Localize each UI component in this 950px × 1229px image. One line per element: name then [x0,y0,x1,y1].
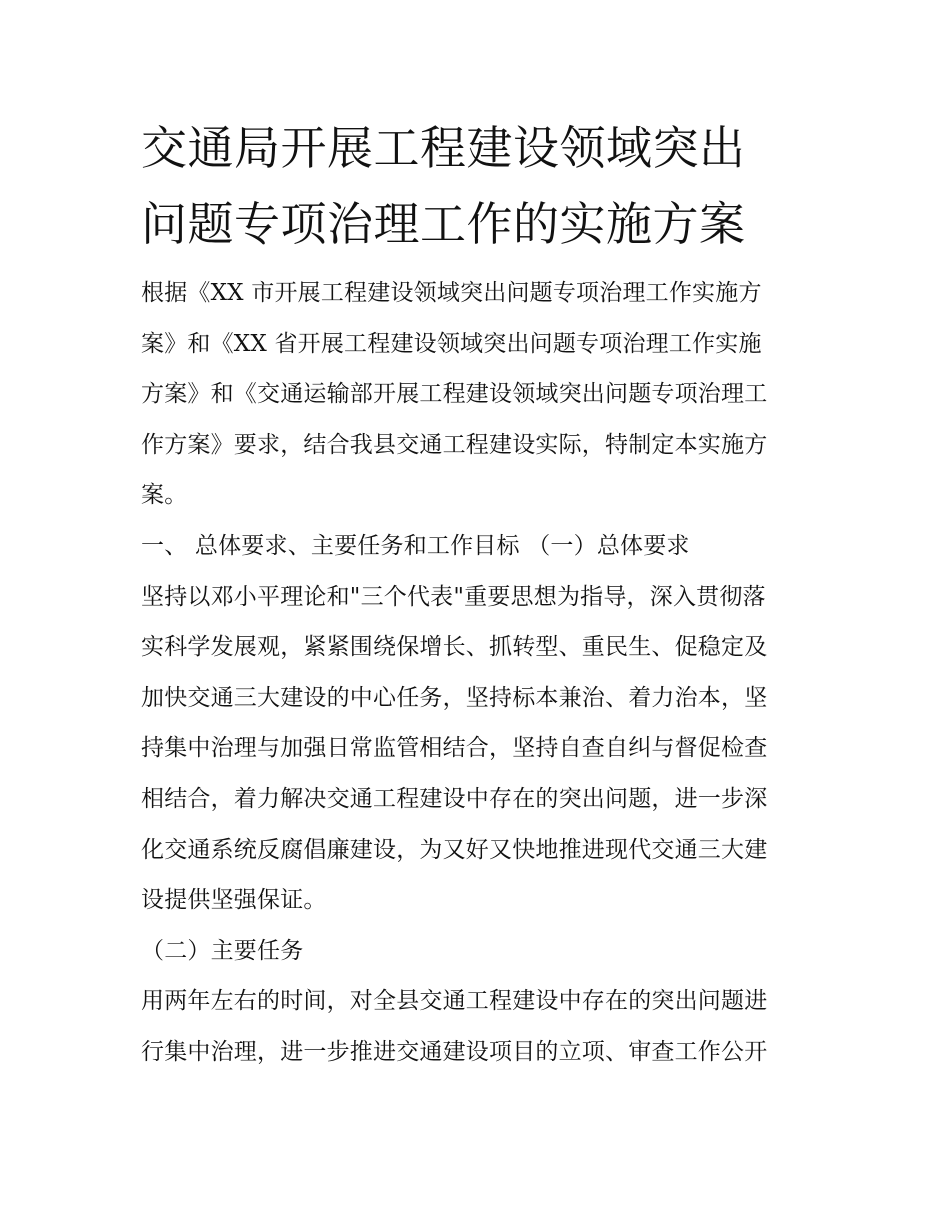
subsection-heading: （二）主要任务 [141,937,304,964]
general-line: 设提供坚强保证。 [141,887,327,914]
document-content [141,110,813,1078]
intro-line: 案》和《XX 省开展工程建设领域突出问题专项治理工作实施 [141,330,762,357]
intro-line: 作方案》要求，结合我县交通工程建设实际，特制定本实施方 [141,431,768,458]
general-line: 持集中治理与加强日常监管相结合，坚持自查自纠与督促检查 [141,735,768,762]
general-line: 相结合，着力解决交通工程建设中存在的突出问题，进一步深 [141,785,768,812]
section-heading: 一、 总体要求、主要任务和工作目标 （一）总体要求 [141,532,690,559]
title-line-2: 问题专项治理工作的实施方案 [141,197,746,251]
title-line-1: 交通局开展工程建设领域突出 [141,121,746,175]
intro-line: 方案》和《交通运输部开展工程建设领域突出问题专项治理工 [141,381,768,408]
general-line: 加快交通三大建设的中心任务，坚持标本兼治、着力治本，坚 [141,684,768,711]
general-line: 化交通系统反腐倡廉建设，为又好又快地推进现代交通三大建 [141,836,768,863]
intro-paragraph [141,268,813,521]
task-line: 行集中治理，进一步推进交通建设项目的立项、审查工作公开 [141,1038,768,1065]
task-line: 用两年左右的时间，对全县交通工程建设中存在的突出问题进 [141,988,768,1015]
general-requirements-paragraph [141,572,813,926]
general-line: 坚持以邓小平理论和"三个代表"重要思想为指导，深入贯彻落 [141,583,766,610]
general-line: 实科学发展观，紧紧围绕保增长、抓转型、重民生、促稳定及 [141,634,768,661]
main-tasks-paragraph [141,976,813,1077]
document-title [141,110,813,262]
intro-line: 案。 [141,482,188,509]
intro-line: 根据《XX 市开展工程建设领域突出问题专项治理工作实施方 [141,280,762,306]
